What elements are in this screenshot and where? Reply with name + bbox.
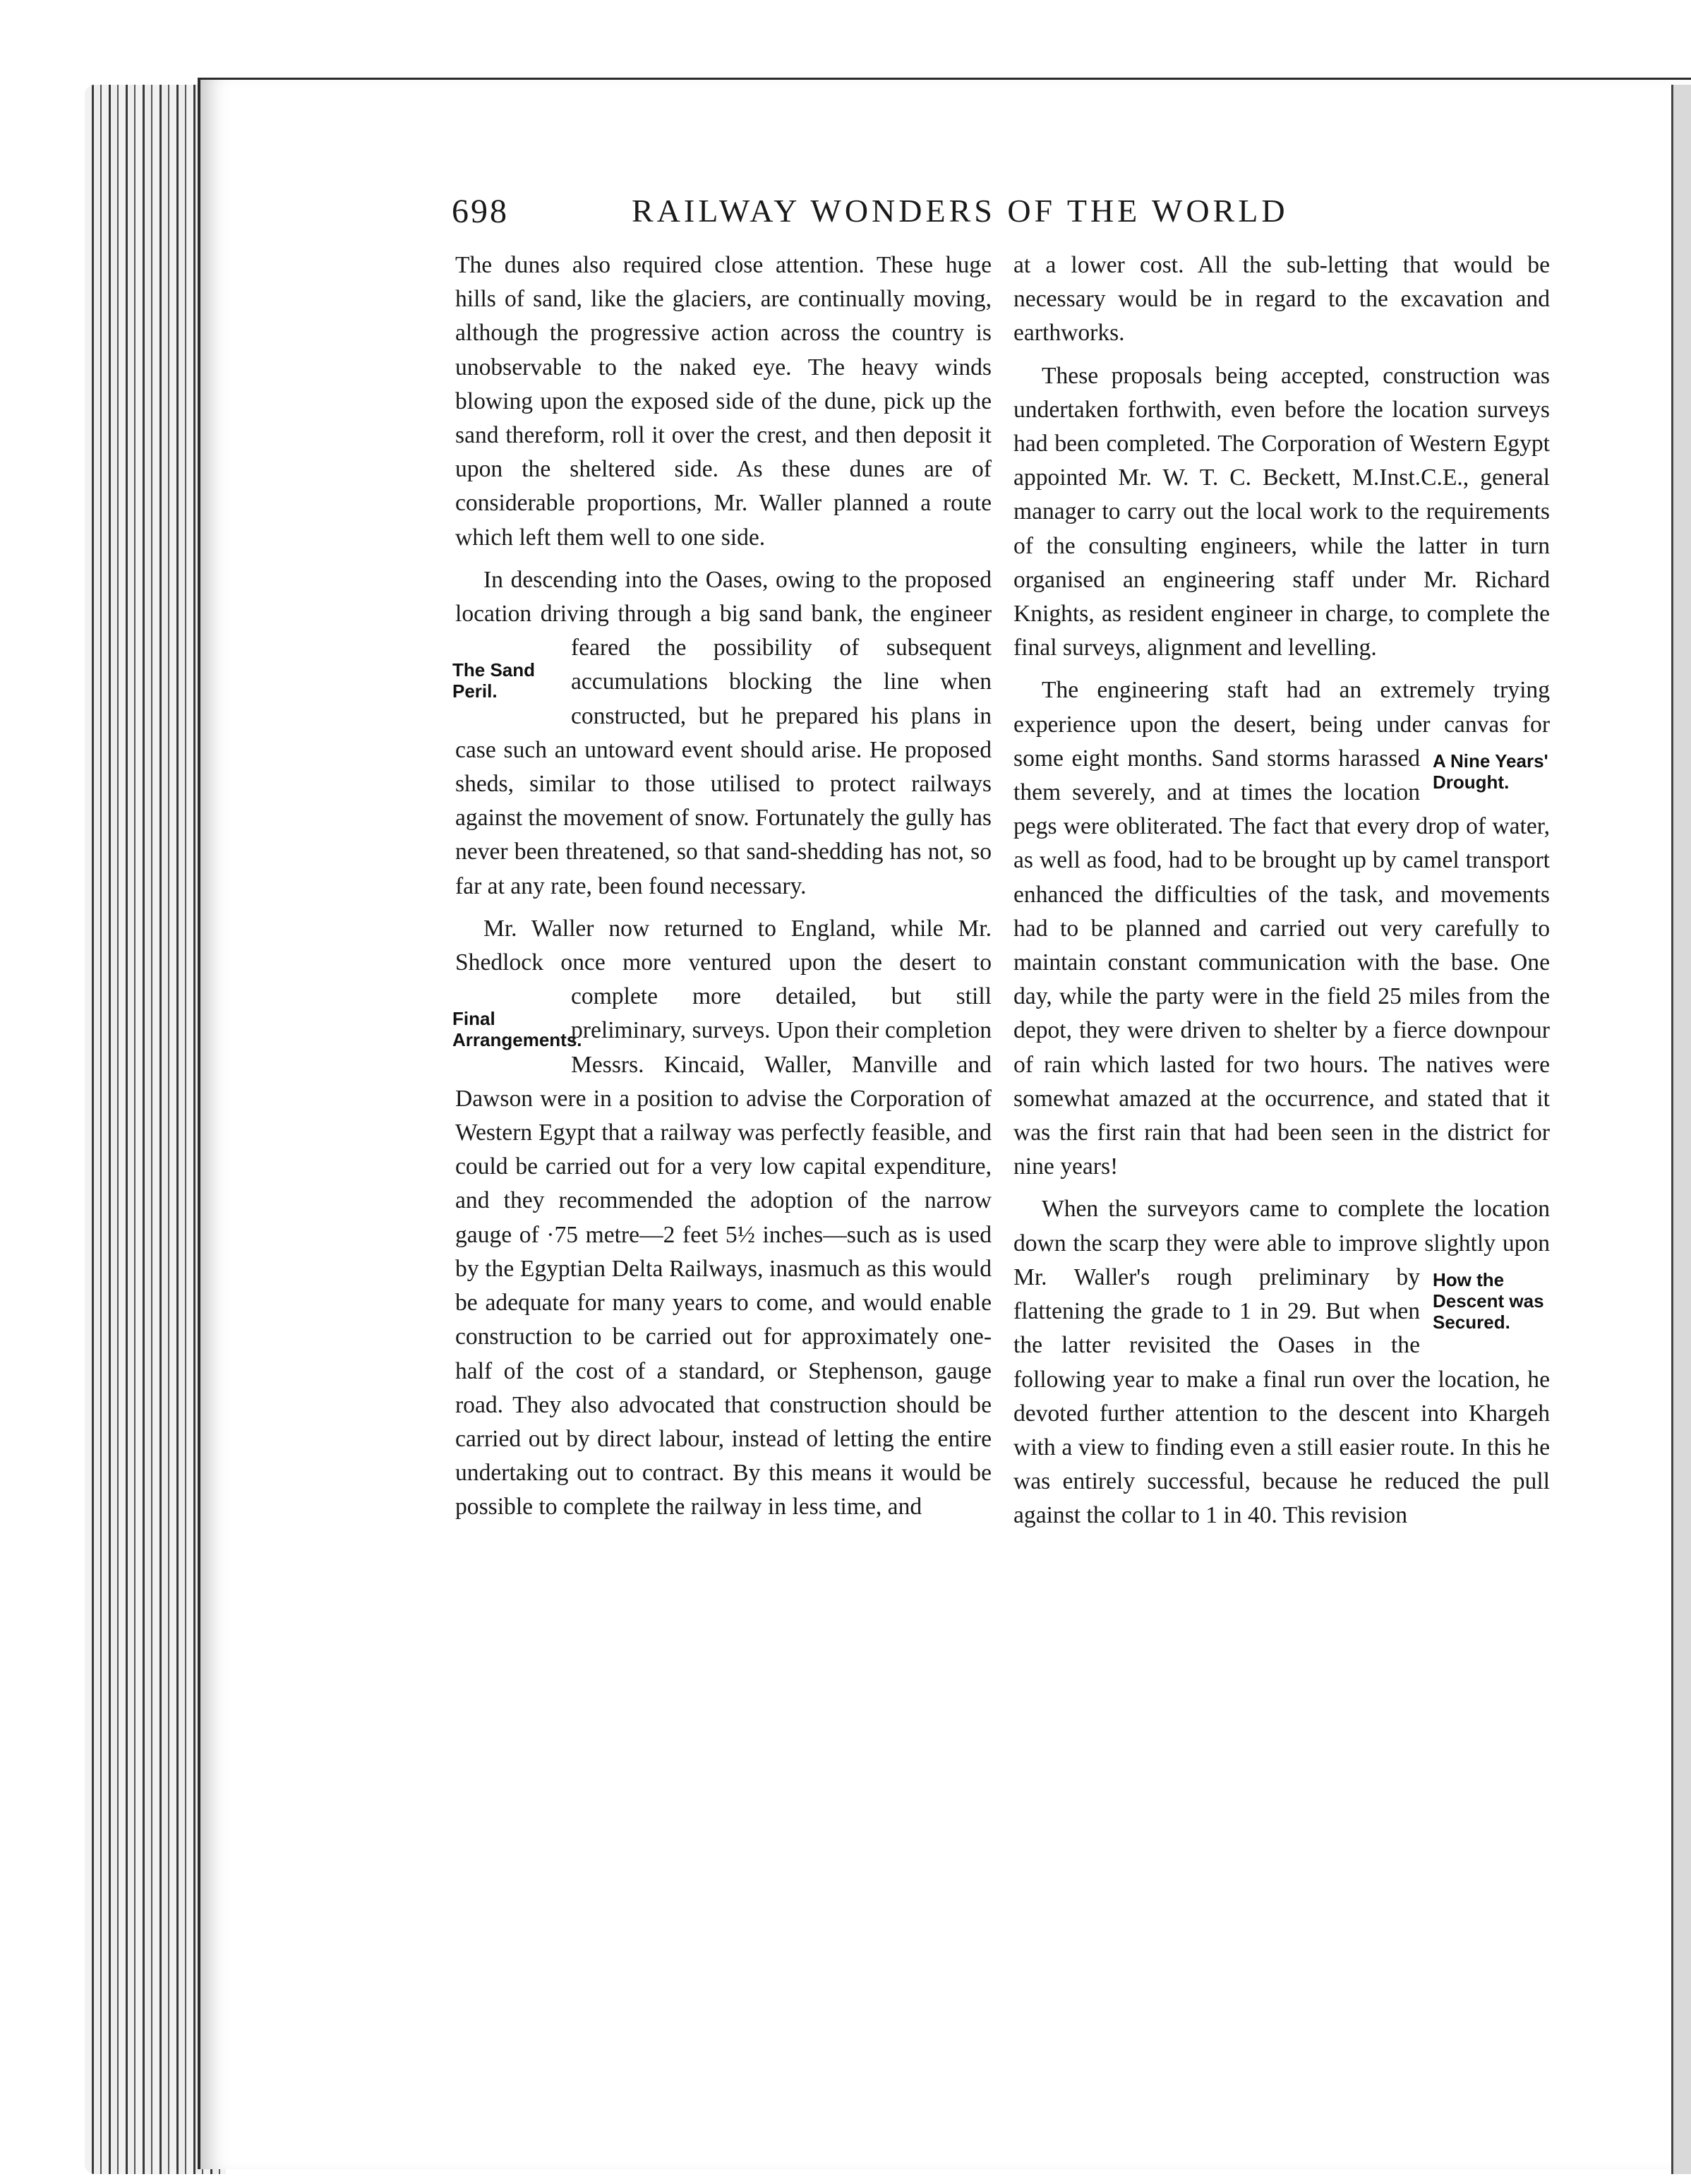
page-number: 698: [452, 193, 509, 230]
paragraph-lower-cost: at a lower cost. All the sub-letting that would be necessary would be in regard to the excavation and earthworks.: [1013, 252, 1550, 347]
paragraph-staff-lead: The engineering staft had an extremely trying experience upon the desert, being under canvas for some eight: [1013, 677, 1550, 772]
paragraph-final-lead: Mr. Waller now returned to England, while Mr. Shedlock once more ventured upon the desert to complete more: [455, 915, 992, 1010]
sidenote-descent-secured: How the Descent was Secured.: [1433, 1268, 1544, 1333]
paragraph-final-rest: detailed, but still preliminary, surveys. Upon their completion Messrs. Kincaid, Waller, Manville and Dawson were in a position to advise the Corporation of Western Egypt that a railway was perfectly feasible, and could be carried out for a very low capital expenditure, and they recommended the adoption of the narrow gauge of ·75 metre—2 feet 5½ inches—such as is used by the Egyptian Delta Railways, inasmuch as this would be adequate for many years to come, and would enable construction to be carried out for approximately one-half of the cost of a standard, or Stephenson, gauge road. They also advocated that construction should be carried out by direct labour, instead of letting the entire undertaking out to contract. By this means it would be possible to complete the railway in less time, and: [455, 983, 992, 1520]
running-title: RAILWAY WONDERS OF THE WORLD: [632, 193, 1289, 229]
paragraph-descent-rest: Waller's rough preliminary by flattening the grade to 1 in 29. But when the latter revisited the Oases in the following year to make a final run over the location, he devoted further attention to the descent into Khargeh with a view to finding even a still easier route. In this he was entirely successful, because he reduced the pull against the collar to 1 in 40. This revision: [1013, 1264, 1550, 1529]
paragraph-dunes: The dunes also required close attention. These huge hills of sand, like the glaciers, are continually moving, although the progressive action across the country is unobservable to the naked eye. The heavy winds blowing upon the exposed side of the dune, pick up the sand thereform, roll it over the crest, and then deposit it upon the sheltered side. As these dunes are of considerable proportions, Mr. Waller planned a route which left them well to one side.: [455, 252, 992, 551]
left-column: [452, 248, 992, 1533]
paragraph-sand-peril-lead: In descending into the Oases, owing to the proposed location driving through a big sand bank, the engineer: [455, 566, 992, 628]
paragraph-engineering-staff: [1013, 673, 1550, 1184]
sidenote-final-arrangements: Final Arrangements.: [452, 1008, 582, 1051]
paragraph-descent-lead: When the surveyors came to complete the location down the scarp they were able to improve slightly upon Mr.: [1013, 1196, 1550, 1290]
paragraph-descent: [1013, 1192, 1550, 1532]
paragraph-staff-rest: months. Sand storms harassed them severely, and at times the location pegs were obliterated. The fact that every drop of water, as well as food, had to be brought up by camel transport enhanced the difficulties of the task, and movements had to be planned and carried out very carefully to maintain constant communication with the base. One day, while the party were in the field 25 miles from the depot, they were driven to shelter by a fierce downpour of rain which lasted for two hours. The natives were somewhat amazed at the occurrence, and stated that it was the first rain that had been seen in the district for nine years!: [1013, 745, 1550, 1180]
paragraph-final-arrangements: [452, 912, 992, 1525]
page-header: [452, 192, 1376, 241]
sidenote-sand-peril: The Sand Peril.: [452, 659, 536, 702]
paragraph-proposals: These proposals being accepted, construction was undertaken forthwith, even before the location surveys had been completed. The Corporation of Western Egypt appointed Mr. W. T. C. Beckett, M.Inst.C.E., general manager to carry out the local work to the requirements of the consulting engineers, while the latter in turn organised an engineering staff under Mr. Richard Knights, as resident engineer in charge, to complete the final surveys, alignment and levelling.: [1013, 362, 1550, 661]
paragraph-sand-peril-rest: feared the possibility of subsequent accumulations blocking the line when constructed, but he prepared his plans in case such an untoward event should arise. He proposed sheds, similar to those utilised to protect railways against the movement of snow. Fortunately the gully has never been threatened, so that sand-shedding has not, so far at any rate, been found necessary.: [455, 635, 992, 899]
paragraph-sand-peril: [452, 563, 992, 904]
page-right-edge: [1671, 85, 1691, 2174]
right-column: [1013, 248, 1550, 1542]
sidenote-nine-years-drought: A Nine Years' Drought.: [1433, 750, 1548, 793]
